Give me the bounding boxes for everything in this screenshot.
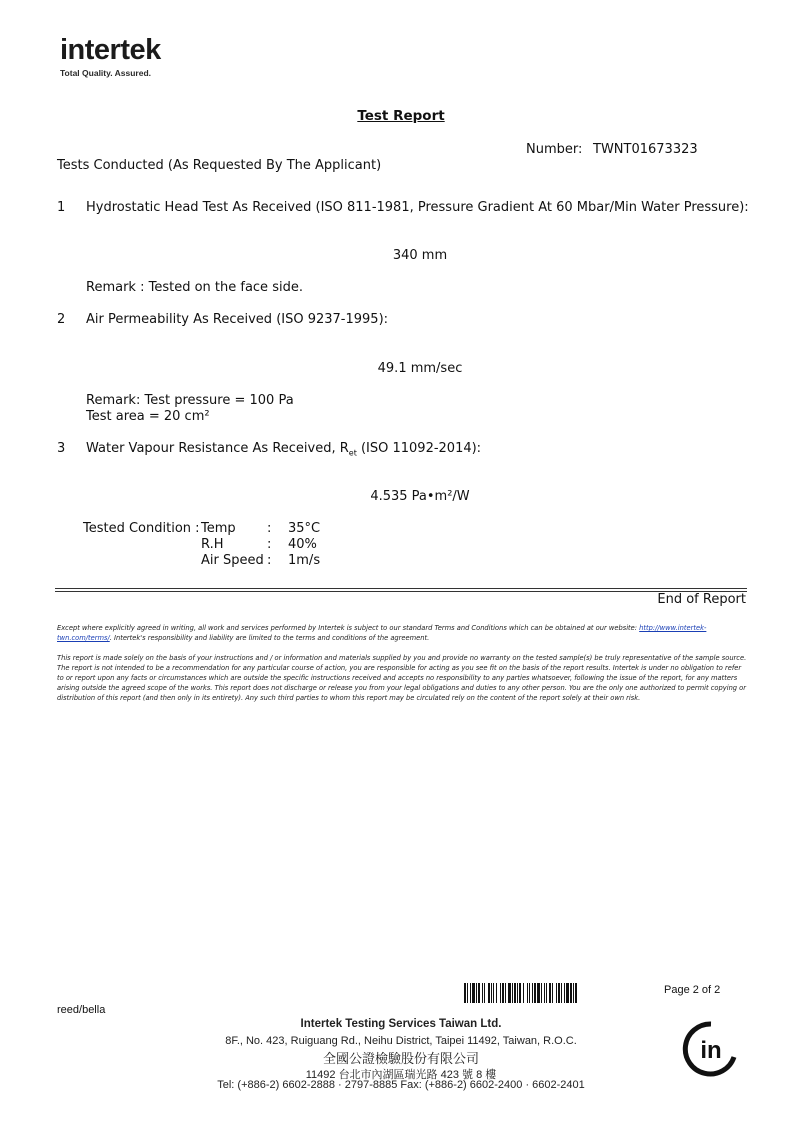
intertek-logo: intertek [60,34,161,66]
condition-name: Temp [201,521,236,536]
condition-sep: : [267,521,272,536]
footer-company-cn: 全國公證檢驗股份有限公司 [322,1052,479,1067]
condition-sep: : [267,553,272,568]
test-1-result: 340 mm [392,248,448,263]
condition-value: 40% [288,537,317,552]
footer-address-cn: 11492 台北市內湖區瑞光路 423 號 8 樓 [305,1069,497,1081]
test-3-title: Water Vapour Resistance As Received, $R_{et}$ (ISO 11092-2014): [86,441,482,458]
terms-link[interactable]: http://www.intertek-twn.com/terms/ [57,624,707,642]
logo-tagline: Total Quality. Assured. [60,68,151,78]
tests-intro: Tests Conducted (As Requested By The Applicant) [57,158,382,173]
intertek-in-mark-icon [682,1020,740,1078]
condition-name: Air Speed [201,553,264,568]
condition-row [201,537,320,553]
report-title: Test Report [357,108,445,124]
preparer-initials: reed/bella [57,1004,106,1016]
test-2-result: 49.1 mm/sec [377,361,463,376]
condition-row [201,521,320,537]
barcode [464,983,652,1003]
test-1-title: Hydrostatic Head Test As Received (ISO 811-1981, Pressure Gradient At 60 Mbar/Min Water Pressure): [86,200,749,215]
condition-value: 35°C [288,521,321,536]
page-number: Page 2 of 2 [664,984,721,996]
condition-name: R.H [201,537,224,552]
end-of-report: End of Report [657,592,746,607]
brand-mark-text: in [700,1037,722,1064]
divider [55,591,747,592]
test-3-result: 4.535 Pa•m²/W [370,489,470,504]
footer-address-en: 8F., No. 423, Ruiguang Rd., Neihu District, Taipei 11492, Taiwan, R.O.C. [225,1035,577,1047]
test-2-remark-line2: Test area = 20 cm² [86,409,210,424]
condition-value: 1m/s [288,553,321,568]
report-number-value: TWNT01673323 [593,142,698,157]
test-2-title: Air Permeability As Received (ISO 9237-1995): [86,312,389,327]
footer-company: Intertek Testing Services Taiwan Ltd. [300,1018,502,1030]
test-2-index: 2 [57,312,66,327]
test-2-remark-line1: Remark: Test pressure = 100 Pa [86,393,294,408]
condition-row [201,553,320,569]
test-1-index: 1 [57,200,66,215]
report-number-label: Number: [526,142,583,157]
tested-conditions-table [201,521,320,569]
footer-contact: Tel: (+886-2) 6602-2888 · 2797-8885 Fax: (+886-2) 6602-2400 · 6602-2401 [217,1079,585,1091]
test-1-remark: Remark : Tested on the face side. [86,280,303,295]
terms-disclaimer: Except where explicitly agreed in writing, all work and services performed by Intertek is subject to our standard Terms and Conditions which can be obtained at our website: http://www.intertek-twn.com/terms/. Intertek's responsibility and liability are limited to the terms and conditions of the agreement. [57,624,707,642]
test-3-index: 3 [57,441,66,456]
tested-condition-label: Tested Condition : [83,521,200,536]
condition-sep: : [267,537,272,552]
liability-disclaimer: This report is made solely on the basis of your instructions and / or information and materials supplied by you and provide no warranty on the tested sample(s) be truly representative of the sample source. The report is not intended to be a recommendation for any particular course of action, you are responsible for acting as you see fit on the basis of the report results. Intertek is under no obligation to refer to or report upon any facts or circumstances which are outside the specific instructions received and accepts no responsibility to any parties whatsoever, following the issue of the report, for any matters arising outside the agreed scope of the works. This report does not discharge or release you from your legal obligations and duties to any other person. You are the only one authorized to permit copying or distribution of this report (and then only in its entirety). Any such third parties to whom this report may be circulated rely on the content of the report solely at their own risk. [57,654,747,702]
divider [55,588,747,589]
